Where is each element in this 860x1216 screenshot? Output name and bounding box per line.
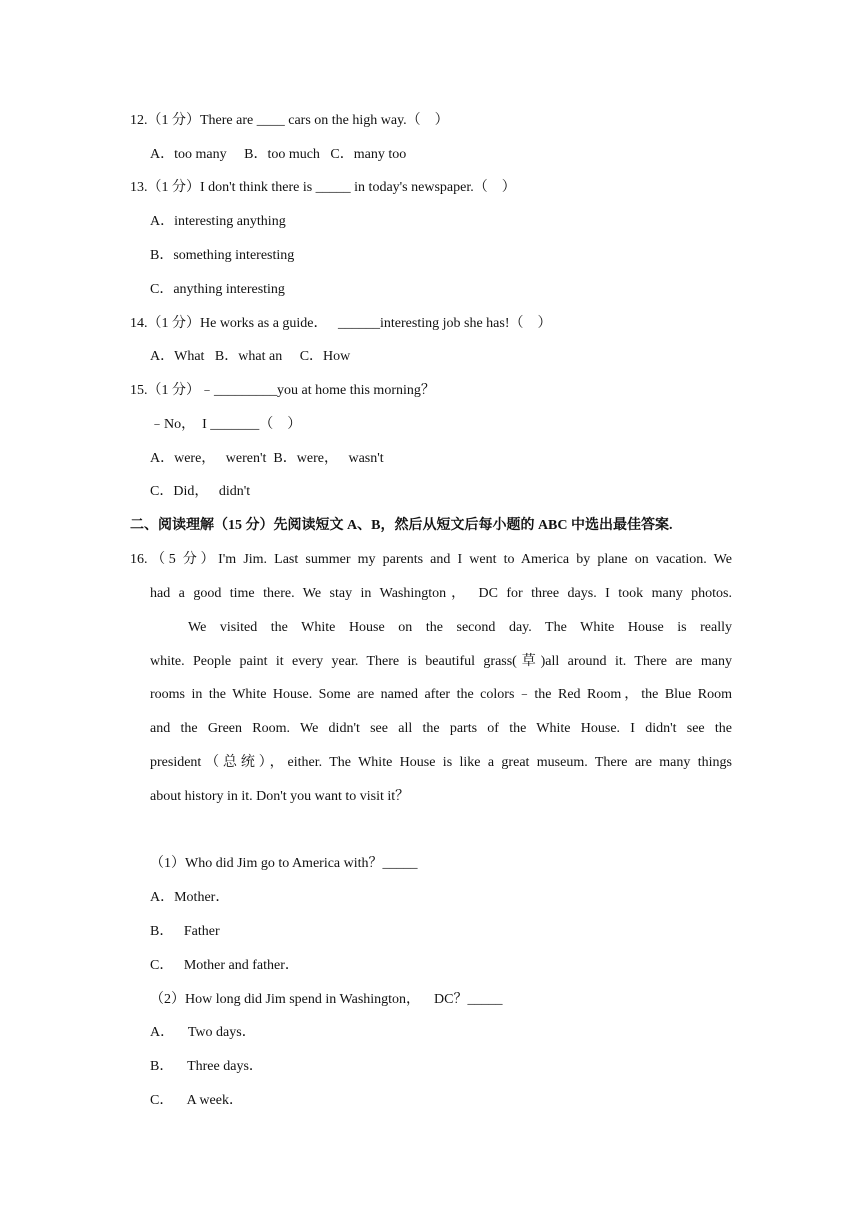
subquestion-1-option-a: A．Mother． bbox=[150, 890, 230, 905]
question-16-line-2: had a good time there. We stay in Washington， DC for three days. I took many photos. bbox=[150, 586, 732, 601]
passage-line-3: rooms in the White House. Some are named after the colors﹣the Red Room，the Blue Room bbox=[150, 687, 732, 702]
question-13-stem: 13.（1 分）I don't think there is _____ in today's newspaper.（ ） bbox=[130, 180, 516, 195]
subquestion-2-option-b: B． Three days． bbox=[150, 1059, 263, 1074]
passage-line-1: We visited the White House on the second day. The White House is really bbox=[188, 620, 732, 635]
question-12-options: A．too many B．too much C．many too bbox=[150, 147, 407, 162]
question-15-reply: ﹣No， I _______（ ） bbox=[150, 417, 302, 432]
subquestion-1-option-b: B． Father bbox=[150, 924, 220, 939]
question-14-stem: 14.（1 分）He works as a guide． ______interesting job she has!（ ） bbox=[130, 316, 552, 331]
question-15-option-c: C．Did， didn't bbox=[150, 484, 251, 499]
question-15-stem: 15.（1 分）﹣_________you at home this morning？ bbox=[130, 383, 435, 398]
subquestion-2-stem: （2）How long did Jim spend in Washington， DC？_____ bbox=[150, 992, 503, 1007]
passage-line-2: white. People paint it every year. There is beautiful grass(草)all around it. There are many bbox=[150, 654, 732, 669]
subquestion-2-option-c: C． A week． bbox=[150, 1093, 243, 1108]
subquestion-1-stem: （1）Who did Jim go to America with？_____ bbox=[150, 856, 418, 871]
question-13-option-b: B．something interesting bbox=[150, 248, 295, 263]
passage-line-4: and the Green Room. We didn't see all the parts of the White House. I didn't see the bbox=[150, 721, 732, 736]
question-13-option-c: C．anything interesting bbox=[150, 282, 285, 297]
passage-line-6: about history in it. Don't you want to visit it？ bbox=[150, 789, 410, 804]
subquestion-1-option-c: C． Mother and father． bbox=[150, 958, 299, 973]
section-2-heading: 二、阅读理解（15 分）先阅读短文 A、B，然后从短文后每小题的 ABC 中选出最佳答案. bbox=[130, 518, 673, 533]
question-12-stem: 12.（1 分）There are ____ cars on the high way.（ ） bbox=[130, 113, 449, 128]
passage-line-5: president（总统），either. The White House is like a great museum. There are many things bbox=[150, 755, 732, 770]
question-13-option-a: A．interesting anything bbox=[150, 214, 286, 229]
question-14-options: A．What B．what an C．How bbox=[150, 349, 351, 364]
question-16-line-1: 16.（5 分）I'm Jim. Last summer my parents and I went to America by plane on vacation. We bbox=[130, 552, 732, 567]
question-15-options-ab: A．were， weren't B．were， wasn't bbox=[150, 451, 384, 466]
subquestion-2-option-a: A． Two days． bbox=[150, 1025, 256, 1040]
